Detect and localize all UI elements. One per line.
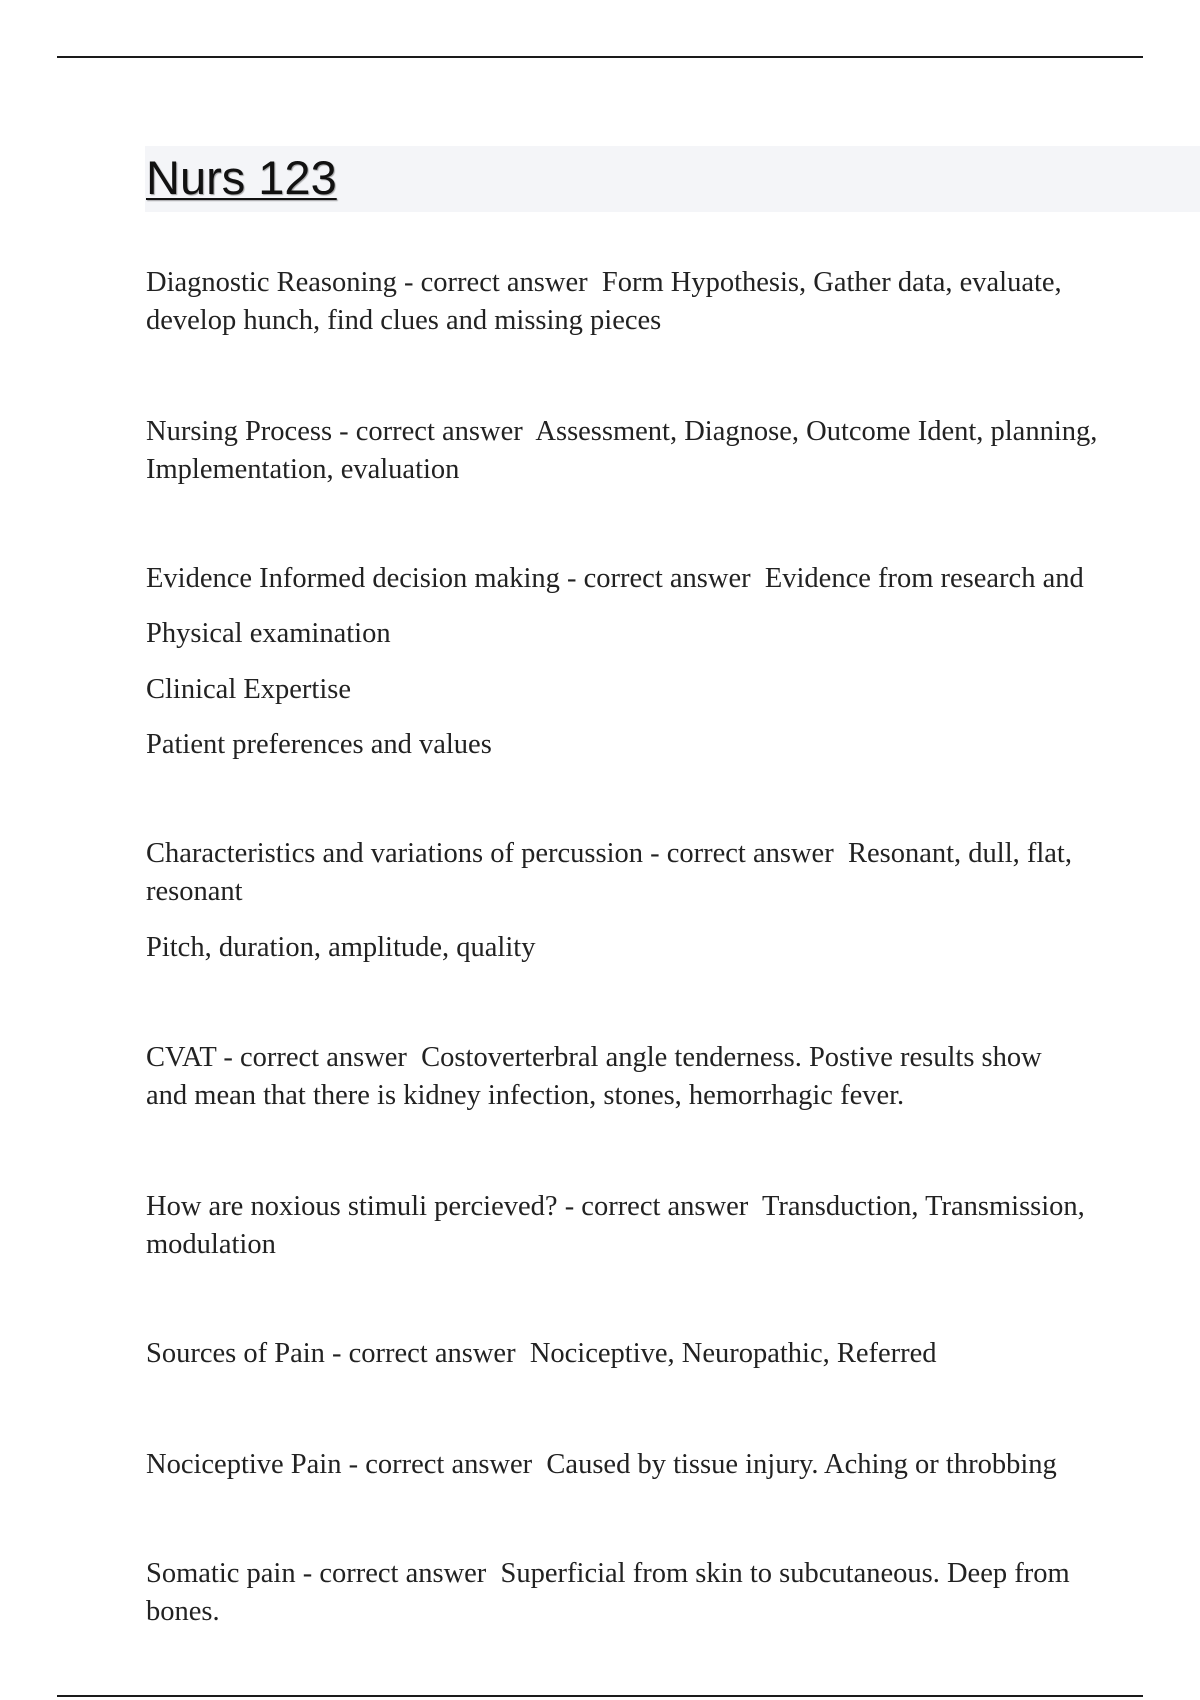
bottom-rule xyxy=(57,1695,1143,1697)
entry-separator: - correct answer xyxy=(396,267,602,298)
entry-separator: - correct answer xyxy=(324,1338,530,1369)
entry-nociceptive-pain xyxy=(146,1446,1057,1484)
entry-diagnostic-reasoning xyxy=(146,264,1062,302)
entry-question: CVAT xyxy=(146,1042,217,1073)
entry-answer: Transduction, Transmission, xyxy=(761,1191,1085,1222)
entry-question: Sources of Pain xyxy=(146,1338,325,1369)
entry-answer-line: develop hunch, find clues and missing pieces xyxy=(146,305,662,336)
entry-question: Somatic pain xyxy=(146,1558,296,1589)
entry-question: Nociceptive Pain xyxy=(146,1449,342,1480)
entry-nursing-process xyxy=(146,413,1097,451)
entry-sources-of-pain xyxy=(146,1335,937,1373)
entry-answer: Form Hypothesis, Gather data, evaluate, xyxy=(601,267,1062,298)
entry-answer-line: Pitch, duration, amplitude, quality xyxy=(146,932,536,963)
entry-separator: - correct answer xyxy=(332,416,536,447)
entry-separator: - correct answer xyxy=(295,1558,501,1589)
entry-answer-line: Implementation, evaluation xyxy=(146,454,460,485)
entry-answer: Evidence from research and xyxy=(764,563,1084,594)
entry-question: Characteristics and variations of percussion xyxy=(146,838,644,869)
entry-separator: - correct answer xyxy=(216,1042,422,1073)
top-rule xyxy=(57,56,1143,58)
entry-question: Diagnostic Reasoning xyxy=(146,267,397,298)
entry-answer-line: and mean that there is kidney infection, stones, hemorrhagic fever. xyxy=(146,1080,905,1111)
entry-separator: - correct answer xyxy=(559,563,765,594)
entry-answer: Costoverterbral angle tenderness. Postive results show xyxy=(421,1042,1042,1073)
entry-answer-line: Physical examination xyxy=(146,618,391,649)
entry-answer: Nociceptive, Neuropathic, Referred xyxy=(529,1338,937,1369)
entry-answer-line: bones. xyxy=(146,1596,220,1627)
entry-answer-line: modulation xyxy=(146,1229,276,1260)
entry-separator: - correct answer xyxy=(643,838,848,869)
entry-question: Evidence Informed decision making xyxy=(146,563,560,594)
entry-cvat xyxy=(146,1039,1042,1077)
entry-percussion xyxy=(146,835,1072,873)
entry-evidence-informed-decision xyxy=(146,560,1084,598)
entry-separator: - correct answer xyxy=(557,1191,762,1222)
entry-noxious-stimuli xyxy=(146,1188,1085,1226)
entry-answer-line: Patient preferences and values xyxy=(146,729,492,760)
entry-answer: Caused by tissue injury. Aching or throbbing xyxy=(546,1449,1057,1480)
page-title: Nurs 123 xyxy=(146,151,337,204)
entry-answer-line: resonant xyxy=(146,876,243,907)
entry-question: How are noxious stimuli percieved? xyxy=(146,1191,558,1222)
entry-answer: Assessment, Diagnose, Outcome Ident, planning, xyxy=(535,416,1098,447)
entry-somatic-pain xyxy=(146,1555,1070,1593)
entry-answer: Superficial from skin to subcutaneous. Deep from xyxy=(500,1558,1070,1589)
entry-separator: - correct answer xyxy=(341,1449,547,1480)
entry-question: Nursing Process xyxy=(146,416,333,447)
entry-answer: Resonant, dull, flat, xyxy=(847,838,1072,869)
entry-answer-line: Clinical Expertise xyxy=(146,674,351,705)
